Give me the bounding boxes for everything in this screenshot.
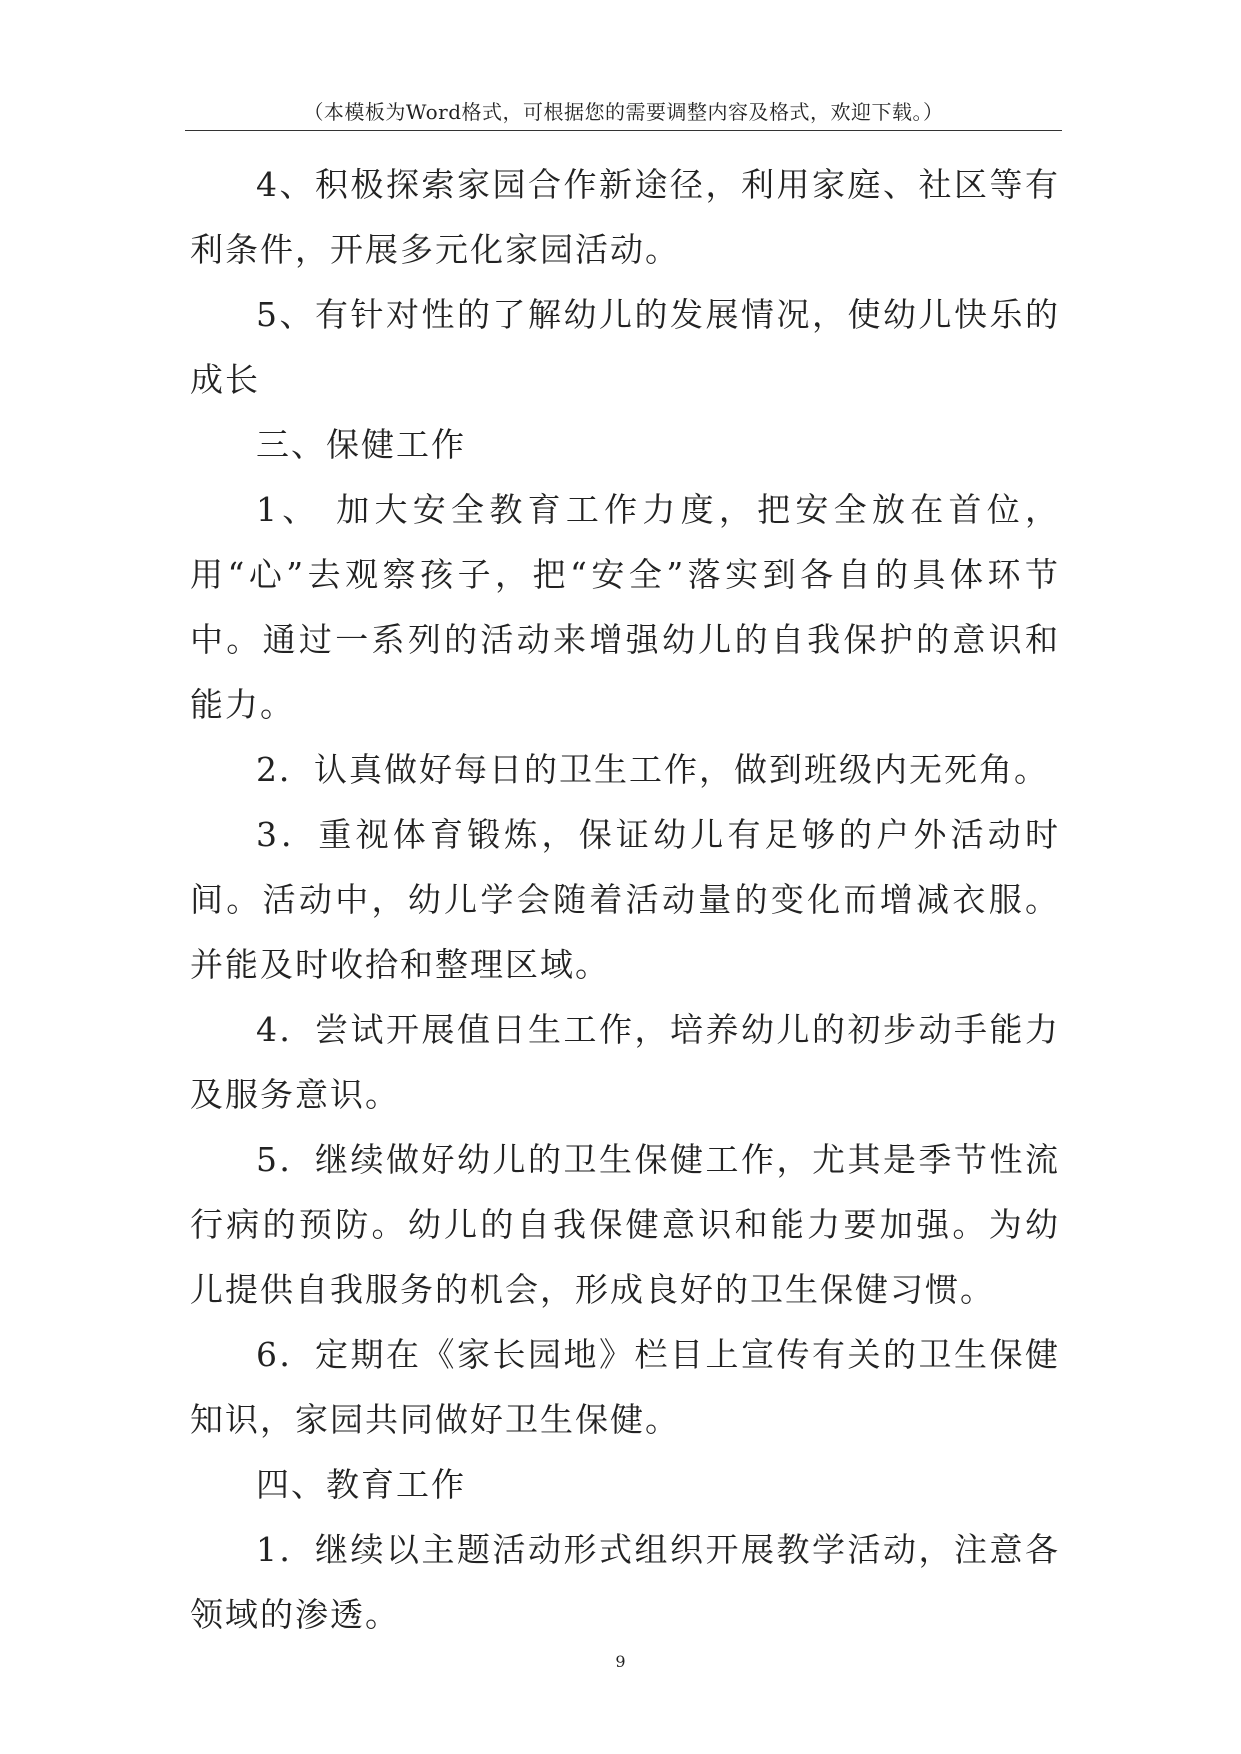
- paragraph-duty-student: 4．尝试开展值日生工作，培养幼儿的初步动手能力及服务意识。: [190, 1010, 1060, 1114]
- header-divider: [185, 130, 1062, 131]
- paragraph-physical-exercise: 3．重视体育锻炼，保证幼儿有足够的户外活动时间。活动中，幼儿学会随着活动量的变化而增减衣服。并能及时收拾和整理区域。: [190, 815, 1060, 984]
- page-header: （本模板为Word格式，可根据您的需要调整内容及格式，欢迎下载。）: [303, 100, 944, 124]
- paragraph-theme-activities: 1．继续以主题活动形式组织开展教学活动，注意各领域的渗透。: [190, 1530, 1060, 1634]
- paragraph-parent-garden: 6．定期在《家长园地》栏目上宣传有关的卫生保健知识，家园共同做好卫生保健。: [190, 1335, 1060, 1439]
- paragraph-daily-hygiene: 2．认真做好每日的卫生工作，做到班级内无死角。: [256, 750, 1049, 789]
- page-number: 9: [615, 1652, 626, 1671]
- paragraph-family-cooperation: 4、积极探索家园合作新途径，利用家庭、社区等有利条件，开展多元化家园活动。: [190, 165, 1060, 269]
- document-body: [190, 152, 1060, 1647]
- paragraph-safety-education: 1、 加大安全教育工作力度，把安全放在首位，用“心”去观察孩子，把“安全”落实到各自的具体环节中。通过一系列的活动来增强幼儿的自我保护的意识和能力。: [190, 490, 1060, 724]
- section-heading-health-care: 三、保健工作: [256, 425, 466, 464]
- paragraph-health-prevention: 5．继续做好幼儿的卫生保健工作，尤其是季节性流行病的预防。幼儿的自我保健意识和能力要加强。为幼儿提供自我服务的机会，形成良好的卫生保健习惯。: [190, 1140, 1060, 1309]
- paragraph-child-development: 5、有针对性的了解幼儿的发展情况，使幼儿快乐的成长: [190, 295, 1060, 399]
- section-heading-education: 四、教育工作: [256, 1465, 466, 1504]
